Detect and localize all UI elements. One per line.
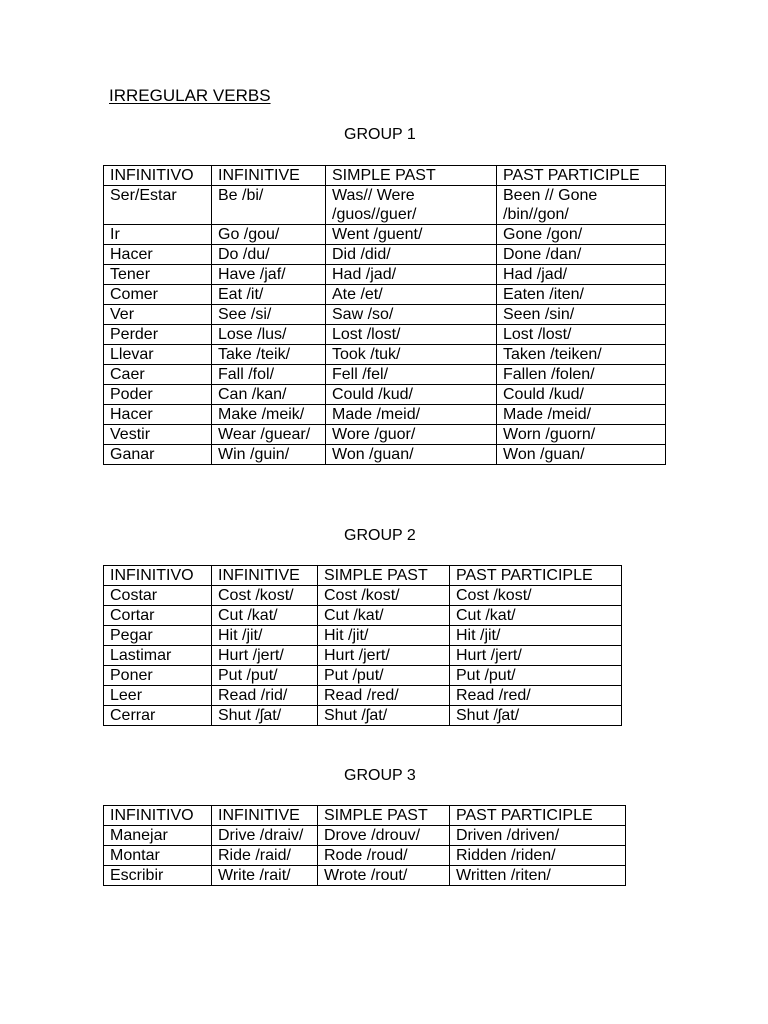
column-header-simple-past: SIMPLE PAST [318,566,450,586]
table-row [104,405,666,425]
cell-past-participle: Taken /teiken/ [497,345,666,365]
cell-past-participle: Shut /ʃat/ [450,706,622,726]
table-row [104,365,666,385]
cell-simple-past: Put /put/ [318,666,450,686]
cell-infinitive: Wear /guear/ [212,425,326,445]
cell-past-participle: Driven /driven/ [450,826,626,846]
cell-infinitivo: Lastimar [104,646,212,666]
cell-simple-past: Hurt /jert/ [318,646,450,666]
cell-past-participle: Lost /lost/ [497,325,666,345]
column-header-simple-past: SIMPLE PAST [326,166,497,186]
cell-infinitive: Cost /kost/ [212,586,318,606]
cell-past-participle: Hit /jit/ [450,626,622,646]
cell-infinitive: Lose /lus/ [212,325,326,345]
cell-infinitive: Make /meik/ [212,405,326,425]
cell-infinitivo: Caer [104,365,212,385]
cell-infinitive: Cut /kat/ [212,606,318,626]
column-header-infinitive: INFINITIVE [212,806,318,826]
column-header-past-participle: PAST PARTICIPLE [450,566,622,586]
cell-infinitivo: Llevar [104,345,212,365]
cell-infinitivo: Vestir [104,425,212,445]
table-row [104,225,666,245]
cell-simple-past: Drove /drouv/ [318,826,450,846]
page-title: IRREGULAR VERBS [109,86,271,105]
table-row [104,626,622,646]
cell-infinitivo: Hacer [104,405,212,425]
cell-infinitivo: Pegar [104,626,212,646]
cell-infinitivo: Manejar [104,826,212,846]
cell-simple-past: Saw /so/ [326,305,497,325]
cell-infinitivo: Perder [104,325,212,345]
cell-simple-past: Went /guent/ [326,225,497,245]
cell-past-participle: Done /dan/ [497,245,666,265]
cell-simple-past: Cost /kost/ [318,586,450,606]
cell-simple-past: Wrote /rout/ [318,866,450,886]
table-row [104,606,622,626]
table-header-row [104,166,666,186]
cell-infinitive: Be /bi/ [212,186,326,225]
cell-infinitive: See /si/ [212,305,326,325]
cell-infinitivo: Tener [104,265,212,285]
cell-simple-past: Rode /roud/ [318,846,450,866]
cell-infinitive: Ride /raid/ [212,846,318,866]
cell-past-participle: Could /kud/ [497,385,666,405]
table-row [104,866,626,886]
cell-infinitivo: Leer [104,686,212,706]
cell-infinitive: Have /jaf/ [212,265,326,285]
verb-table-group-3 [103,805,626,886]
column-header-simple-past: SIMPLE PAST [318,806,450,826]
table-row [104,445,666,465]
cell-simple-past: Made /meid/ [326,405,497,425]
cell-past-participle: Written /riten/ [450,866,626,886]
cell-past-participle: Eaten /iten/ [497,285,666,305]
cell-infinitivo: Cerrar [104,706,212,726]
cell-infinitivo: Escribir [104,866,212,886]
column-header-past-participle: PAST PARTICIPLE [450,806,626,826]
cell-infinitive: Write /rait/ [212,866,318,886]
cell-infinitivo: Cortar [104,606,212,626]
verb-table-group-1 [103,165,666,465]
table-header-row [104,806,626,826]
cell-infinitive: Go /gou/ [212,225,326,245]
cell-infinitive: Shut /ʃat/ [212,706,318,726]
cell-simple-past: Shut /ʃat/ [318,706,450,726]
cell-simple-past: Fell /fel/ [326,365,497,385]
cell-past-participle: Won /guan/ [497,445,666,465]
group-2-title: GROUP 2 [344,527,416,544]
cell-infinitivo: Ver [104,305,212,325]
cell-past-participle: Fallen /folen/ [497,365,666,385]
column-header-infinitive: INFINITIVE [212,166,326,186]
cell-past-participle: Gone /gon/ [497,225,666,245]
table-row [104,586,622,606]
table-row [104,325,666,345]
table-row [104,265,666,285]
cell-simple-past: Ate /et/ [326,285,497,305]
cell-infinitive: Drive /draiv/ [212,826,318,846]
cell-past-participle: Hurt /jert/ [450,646,622,666]
cell-infinitivo: Poder [104,385,212,405]
cell-infinitive: Fall /fol/ [212,365,326,385]
column-header-infinitivo: INFINITIVO [104,566,212,586]
column-header-infinitivo: INFINITIVO [104,806,212,826]
cell-past-participle: Seen /sin/ [497,305,666,325]
column-header-infinitivo: INFINITIVO [104,166,212,186]
table-row [104,826,626,846]
table-row [104,186,666,225]
table-row [104,706,622,726]
cell-infinitivo: Costar [104,586,212,606]
cell-simple-past: Lost /lost/ [326,325,497,345]
cell-infinitivo: Comer [104,285,212,305]
cell-past-participle: Had /jad/ [497,265,666,285]
cell-simple-past: Could /kud/ [326,385,497,405]
cell-past-participle: Cost /kost/ [450,586,622,606]
table-row [104,686,622,706]
verb-table-group-2 [103,565,622,726]
cell-simple-past: Wore /guor/ [326,425,497,445]
group-3-title: GROUP 3 [344,767,416,784]
cell-infinitivo: Ganar [104,445,212,465]
table-row [104,666,622,686]
cell-simple-past: Hit /jit/ [318,626,450,646]
table-row [104,245,666,265]
cell-past-participle: Cut /kat/ [450,606,622,626]
cell-past-participle: Ridden /riden/ [450,846,626,866]
cell-infinitivo: Poner [104,666,212,686]
table-row [104,425,666,445]
table-row [104,345,666,365]
cell-simple-past: Took /tuk/ [326,345,497,365]
table-header-row [104,566,622,586]
cell-simple-past: Was// Were /guos//guer/ [326,186,497,225]
cell-infinitive: Put /put/ [212,666,318,686]
cell-infinitive: Eat /it/ [212,285,326,305]
table-row [104,305,666,325]
table-row [104,846,626,866]
cell-past-participle: Made /meid/ [497,405,666,425]
cell-infinitive: Can /kan/ [212,385,326,405]
cell-infinitivo: Ser/Estar [104,186,212,225]
cell-past-participle: Been // Gone /bin//gon/ [497,186,666,225]
cell-infinitive: Do /du/ [212,245,326,265]
group-1-title: GROUP 1 [344,126,416,143]
table-row [104,646,622,666]
table-row [104,285,666,305]
cell-simple-past: Won /guan/ [326,445,497,465]
cell-infinitive: Hit /jit/ [212,626,318,646]
cell-simple-past: Had /jad/ [326,265,497,285]
cell-infinitive: Read /rid/ [212,686,318,706]
cell-simple-past: Did /did/ [326,245,497,265]
column-header-past-participle: PAST PARTICIPLE [497,166,666,186]
cell-infinitivo: Montar [104,846,212,866]
cell-simple-past: Cut /kat/ [318,606,450,626]
cell-infinitivo: Hacer [104,245,212,265]
table-row [104,385,666,405]
cell-infinitive: Win /guin/ [212,445,326,465]
cell-past-participle: Worn /guorn/ [497,425,666,445]
cell-past-participle: Read /red/ [450,686,622,706]
cell-past-participle: Put /put/ [450,666,622,686]
cell-infinitivo: Ir [104,225,212,245]
column-header-infinitive: INFINITIVE [212,566,318,586]
cell-simple-past: Read /red/ [318,686,450,706]
cell-infinitive: Hurt /jert/ [212,646,318,666]
cell-infinitive: Take /teik/ [212,345,326,365]
